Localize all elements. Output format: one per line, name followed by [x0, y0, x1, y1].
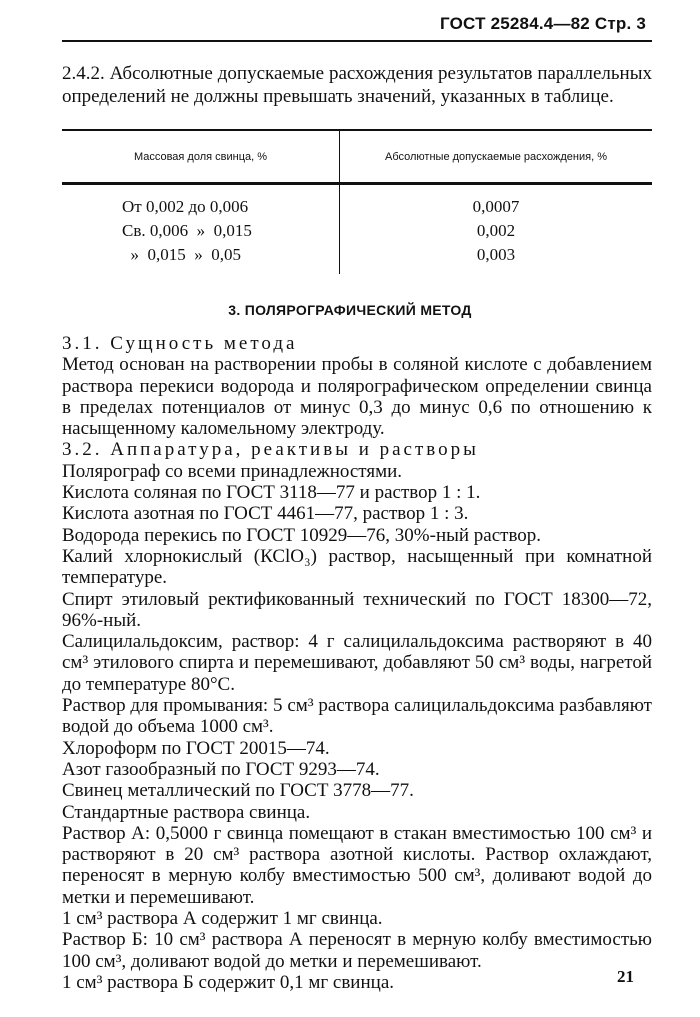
subsection-heading: 3.1. Сущность метода	[62, 333, 298, 354]
paragraph: Раствор А: 0,5000 г свинца помещают в стакан вместимостью 100 см³ и растворяют в 20 см³ раствора азотной кислоты. Раствор охлаждают, переносят в мерную колбу вместимостью 500 см³, доливают водой до метки и перемешивают.	[62, 822, 652, 908]
paragraph: 1 см³ раствора А содержит 1 мг свинца.	[62, 908, 383, 930]
intro-paragraph: 2.4.2. Абсолютные допускаемые расхождения результатов параллельных определений не должны превышать значений, указанных в таблице.	[62, 63, 652, 107]
table-cell-range: От 0,002 до 0,006	[122, 197, 249, 216]
table-header-rule	[62, 182, 652, 185]
subsection-heading: 3.2. Аппаратура, реактивы и растворы	[62, 439, 479, 461]
paragraph: Спирт этиловый ректификованный технический по ГОСТ 18300—72, 96%-ный.	[62, 588, 652, 631]
paragraph: Полярограф со всеми принадлежностями.	[62, 460, 403, 482]
section-body	[62, 333, 652, 993]
page-header: ГОСТ 25284.4—82 Стр. 3	[440, 14, 646, 33]
table-row	[62, 197, 652, 221]
table-row	[62, 221, 652, 245]
paragraph: Свинец металлический по ГОСТ 3778—77.	[62, 780, 414, 802]
table-cell-range: » 0,015 » 0,05	[122, 245, 241, 264]
header-rule	[62, 40, 652, 42]
paragraph: Салицилальдоксим, раствор: 4 г салицилальдоксима растворяют в 40 см³ этилового спирта и перемешивают, добавляют 50 см³ воды, нагретой до температуре 80°С.	[62, 631, 652, 695]
tolerance-table	[62, 129, 652, 274]
section-title: 3. ПОЛЯРОГРАФИЧЕСКИЙ МЕТОД	[228, 302, 472, 318]
paragraph: Метод основан на растворении пробы в соляной кислоте с добавлением раствора перекиси водорода и полярографическом определении свинца в пределах потенциалов от минус 0,3 до минус 0,6 по отношению к насыщенному каломельному электроду.	[62, 354, 652, 440]
paragraph: Раствор для промывания: 5 см³ раствора салицилальдоксима разбавляют водой до объема 1000 см³.	[62, 695, 652, 738]
paragraph: Кислота соляная по ГОСТ 3118—77 и раствор 1 : 1.	[62, 482, 481, 504]
table-cell-tolerance: 0,0007	[472, 197, 520, 216]
table-row	[62, 245, 652, 269]
table-cell-range: Св. 0,006 » 0,015	[122, 221, 252, 240]
paragraph: Кислота азотная по ГОСТ 4461—77, раствор 1 : 3.	[62, 503, 469, 525]
table-cell-tolerance: 0,002	[476, 221, 516, 240]
table-top-rule	[62, 129, 652, 131]
paragraph: Стандартные раствора свинца.	[62, 801, 311, 823]
page-number: 21	[617, 967, 634, 986]
paragraph: Водорода перекись по ГОСТ 10929—76, 30%-ный раствор.	[62, 524, 542, 546]
paragraph: 1 см³ раствора Б содержит 0,1 мг свинца.	[62, 971, 394, 993]
table-header-tolerance: Абсолютные допускаемые расхождения, %	[384, 151, 607, 163]
paragraph: Азот газообразный по ГОСТ 9293—74.	[62, 758, 380, 780]
table-cell-tolerance: 0,003	[476, 245, 516, 264]
paragraph: Раствор Б: 10 см³ раствора А переносят в мерную колбу вместимостью 100 см³, доливают водой до метки и перемешивают.	[62, 929, 652, 972]
table-header-mass-fraction: Массовая доля свинца, %	[133, 151, 268, 163]
paragraph: Хлороформ по ГОСТ 20015—74.	[62, 737, 330, 759]
paragraph: Калий хлорнокислый (КСlО₃) раствор, насыщенный при комнатной температуре.	[62, 545, 652, 589]
